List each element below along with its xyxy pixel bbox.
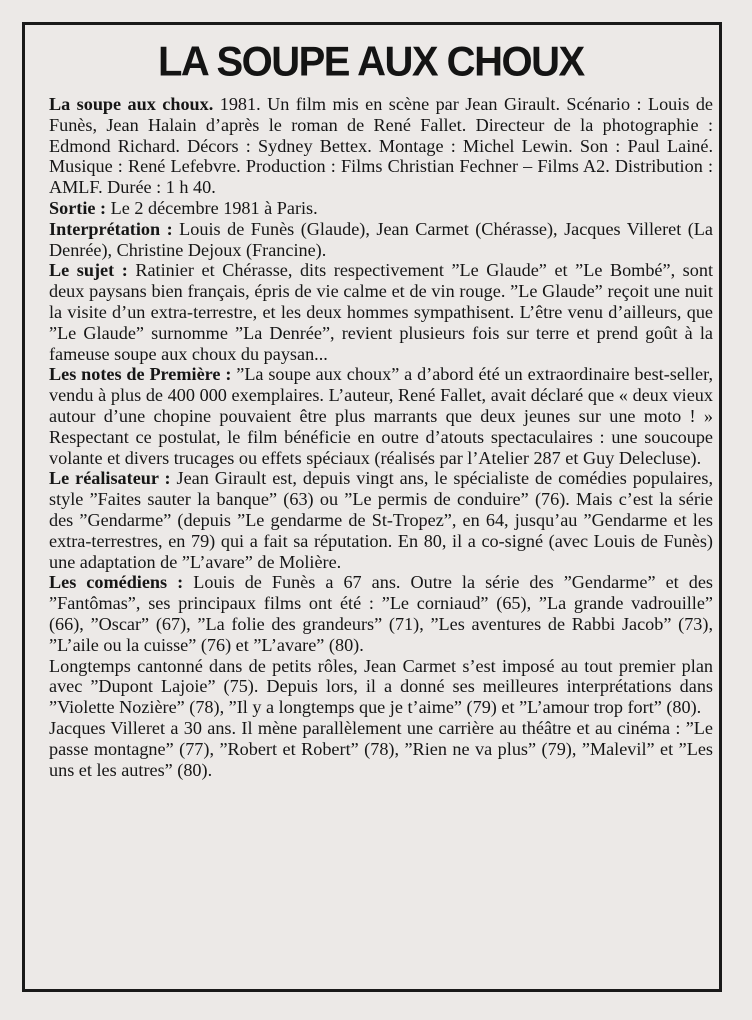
paragraph-plot bbox=[49, 260, 713, 364]
paragraph-carmet bbox=[49, 656, 713, 718]
paragraph-text: Jean Girault est, depuis vingt ans, le spécialiste de comédies populaires, style ”Faites sauter la banque” (63) ou ”Le permis de conduire” (76). Mais c’est la série des ”Gendarme” (depuis ”Le gendarme de St-Tropez”, en 64, jusqu’au ”Gendarme et les extra-terrestres, en 79) qui a fait sa réputation. En 80, il a co-signé (avec Louis de Funès) une adaptation de ”L’avare” de Molière. bbox=[49, 468, 714, 572]
paragraph-label: Interprétation : bbox=[49, 218, 173, 239]
paragraph-credits bbox=[49, 94, 713, 198]
paragraph-text: Louis de Funès (Glaude), Jean Carmet (Chérasse), Jacques Villeret (La Denrée), Christine Dejoux (Francine). bbox=[49, 218, 713, 260]
paragraph-label: Le sujet : bbox=[49, 260, 128, 281]
paragraph-text: ”La soupe aux choux” a d’abord été un extraordinaire best-seller, vendu à plus de 400 000 exemplaires. L’auteur, René Fallet, avait déclaré que « deux vieux autour d’une chopine pouvaient être plus marrants que deux jeunes sur une moto ! » Respectant ce postulat, le film bénéficie en outre d’atouts spectaculaires : une soucoupe volante et divers trucages ou effets spéciaux (réalisés par l’Atelier 287 et Guy Delecluse). bbox=[49, 364, 713, 468]
paragraph-label: La soupe aux choux. bbox=[49, 94, 214, 114]
article-body bbox=[49, 94, 713, 780]
paragraph-text: 1981. Un film mis en scène par Jean Girault. Scénario : Louis de Funès, Jean Halain d’après le roman de René Fallet. Directeur de la photographie : Edmond Richard. Décors : Sydney Bettex. Montage : Michel Lewin. Son : Paul Lainé. Musique : René Lefebvre. Production : Films Christian Fechner – Films A2. Distribution : AMLF. Durée : 1 h 40. bbox=[49, 94, 713, 198]
paragraph-director bbox=[49, 468, 713, 572]
paragraph-actors bbox=[49, 572, 713, 655]
paragraph-text: Louis de Funès a 67 ans. Outre la série des ”Gendarme” et des ”Fantômas”, ses principaux films ont été : ”Le corniaud” (65), ”La grande vadrouille” (66), ”Oscar” (67), ”La folie des grandeurs” (71), ”Les aventures de Rabbi Jacob” (73), ”L’aile ou la cuisse” (76) et ”L’avare” (80). bbox=[49, 572, 713, 655]
paragraph-villeret bbox=[49, 718, 713, 780]
paragraph-label: Les comédiens : bbox=[49, 572, 184, 593]
paragraph-text: Le 2 décembre 1981 à Paris. bbox=[106, 197, 318, 218]
paragraph-label: Le réalisateur : bbox=[49, 468, 171, 489]
paragraph-text: Longtemps cantonné dans de petits rôles, Jean Carmet s’est imposé au tout premier plan avec ”Dupont Lajoie” (75). Depuis lors, il a donné ses meilleures interprétations dans ”Violette Nozière” (78), ”Il y a longtemps que je t’aime” (79) et ”L’amour trop fort” (80). bbox=[49, 655, 713, 718]
paragraph-label: Les notes de Première : bbox=[49, 364, 232, 385]
paragraph-label: Sortie : bbox=[49, 197, 107, 218]
paragraph-release bbox=[49, 198, 713, 219]
paragraph-text: Ratinier et Chérasse, dits respectivement ”Le Glaude” et ”Le Bombé”, sont deux paysans bien français, épris de vie calme et de vin rouge. ”Le Glaude” reçoit une nuit la visite d’un extra-terrestre, et les deux hommes sympathisent. L’être venu d’ailleurs, que ”Le Glaude” surnomme ”La Denrée”, revient plusieurs fois sur terre et prend goût à la fameuse soupe aux choux du paysan... bbox=[49, 260, 713, 364]
paragraph-cast bbox=[49, 219, 713, 261]
paragraph-text: Jacques Villeret a 30 ans. Il mène parallèlement une carrière au théâtre et au cinéma : ”Le passe montagne” (77), ”Robert et Robert” (78), ”Rien ne va plus” (79), ”Malevil” et ”Les uns et les autres” (80). bbox=[49, 717, 713, 780]
article-title: LA SOUPE AUX CHOUX bbox=[158, 38, 584, 86]
paragraph-notes bbox=[49, 364, 713, 468]
